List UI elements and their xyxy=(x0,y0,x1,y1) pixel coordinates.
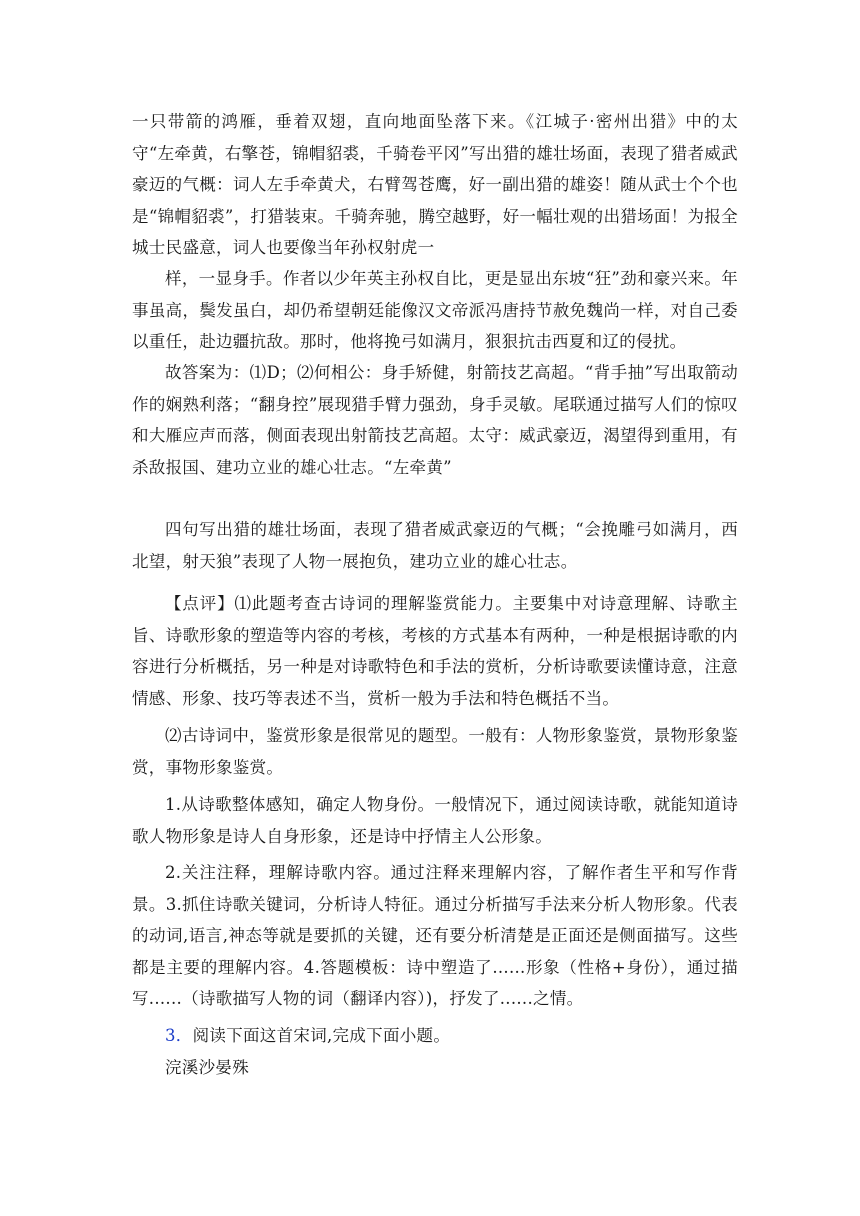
poem-title: 浣溪沙晏殊 xyxy=(165,1058,249,1077)
question-text: 阅读下面这首宋词,完成下面小题。 xyxy=(192,1026,451,1045)
paragraph-8: 2.关注注释，理解诗歌内容。通过注释来理解内容，了解作者生平和写作背景。3.抓住诗歌关键词，分析诗人特征。通过分析描写手法来分析人物形象。代表的动词,语言,神态等就是要抓的关键，还有要分析清楚是正面还是侧面描写。这些都是主要的理解内容。4.答题模板：诗中塑造了......形象（性格+身份），通过描写......（诗歌描写人物的词（翻译内容）)，抒发了......之情。 xyxy=(132,863,738,1008)
paragraph-2: 样，一显身手。作者以少年英主孙权自比，更是显出东坡“狂”劲和豪兴来。年事虽高，鬓发虽白，却仍希望朝廷能像汉文帝派冯唐持节赦免魏尚一样，对自己委以重任，赴边疆抗敌。那时，他将挽弓如满月，狠狠抗击西夏和辽的侵扰。 xyxy=(132,269,738,351)
paragraph-6: ⑵古诗词中，鉴赏形象是很常见的题型。一般有：人物形象鉴赏，景物形象鉴赏，事物形象鉴赏。 xyxy=(132,726,738,777)
paragraph-1: 一只带箭的鸿雁，垂着双翅，直向地面坠落下来。《江城子·密州出猎》中的太守“左牵黄，右擎苍，锦帽貂裘，千骑卷平冈”写出猎的雄壮场面，表现了猎者威武豪迈的气概：词人左手牵黄犬，右臂驾苍鹰，好一副出猎的雄姿！随从武士个个也是“锦帽貂裘”，打猎装束。千骑奔驰，腾空越野，好一幅壮观的出猎场面！为报全城士民盛意，词人也要像当年孙权射虎一 xyxy=(132,112,738,257)
paragraph-3-answer: 故答案为：⑴D；⑵何相公：身手矫健，射箭技艺高超。“背手抽”写出取箭动作的娴熟利落；“翻身控”展现猎手臂力强劲，身手灵敏。尾联通过描写人们的惊叹和大雁应声而落，侧面表现出射箭技艺高超。太守：威武豪迈，渴望得到重用，有杀敌报国、建功立业的雄心壮志。“左牵黄” xyxy=(132,363,738,477)
question-number: 3． xyxy=(165,1026,193,1045)
question-3-prompt xyxy=(132,1020,738,1052)
paragraph-5-comment: 【点评】⑴此题考查古诗词的理解鉴赏能力。主要集中对诗意理解、诗歌主旨、诗歌形象的塑造等内容的考核，考核的方式基本有两种，一种是根据诗歌的内容进行分析概括，另一种是对诗歌特色和手法的赏析，分析诗歌要读懂诗意，注意情感、形象、技巧等表述不当，赏析一般为手法和特色概括不当。 xyxy=(132,594,738,708)
paragraph-7: 1.从诗歌整体感知，确定人物身份。一般情况下，通过阅读诗歌，就能知道诗歌人物形象是诗人自身形象，还是诗中抒情主人公形象。 xyxy=(132,795,738,846)
paragraph-4: 四句写出猎的雄壮场面，表现了猎者威武豪迈的气概；“会挽雕弓如满月，西北望，射天狼”表现了人物一展抱负，建功立业的雄心壮志。 xyxy=(132,520,738,571)
